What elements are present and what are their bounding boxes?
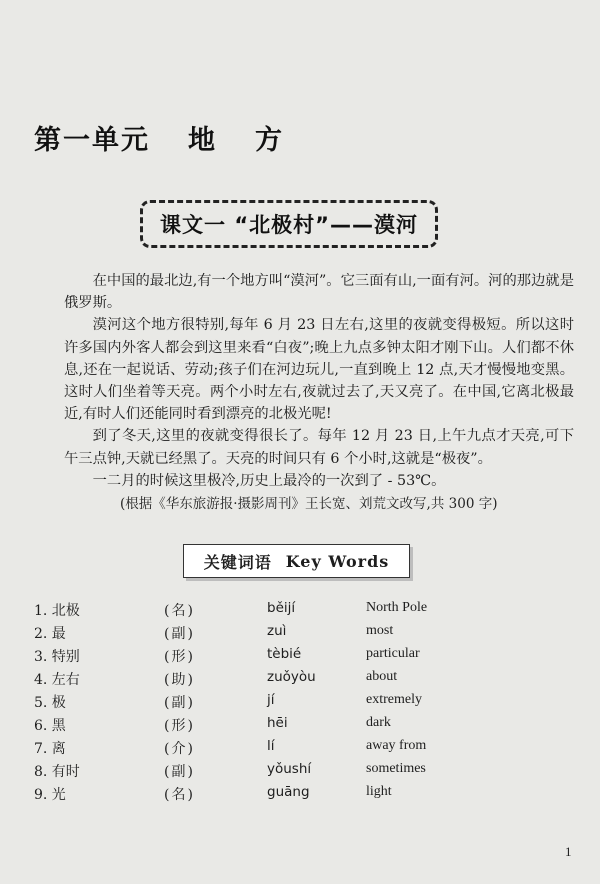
source-note: (根据《华东旅游报·摄影周刊》王长宽、刘荒文改写,共 300 字) (120, 496, 498, 512)
vocab-english: dark (366, 715, 391, 730)
vocab-word: 8. 有时 (34, 764, 80, 780)
vocab-pinyin: hēi (267, 715, 288, 731)
passage-paragraph-3: 到了冬天,这里的夜就变得很长了。每年 12 月 23 日,上午九点才天亮,可下午三点钟,天就已经黑了。天亮的时间只有 6 个小时,这就是“极夜”。 (64, 428, 574, 467)
vocab-english: extremely (366, 692, 422, 707)
vocab-word: 6. 黑 (34, 718, 66, 734)
vocab-word: 3. 特别 (34, 649, 80, 665)
vocab-pos: (副) (164, 626, 195, 642)
key-words-en: Key Words (285, 551, 390, 571)
key-words-header (183, 544, 410, 578)
vocab-word: 9. 光 (34, 787, 66, 803)
vocab-pos: (副) (164, 764, 195, 780)
vocab-pos: (名) (164, 787, 195, 803)
vocab-pos: (介) (164, 741, 195, 757)
unit-title (34, 118, 284, 157)
vocab-word: 1. 北极 (34, 603, 80, 619)
vocab-english: away from (366, 738, 427, 753)
vocab-row (34, 761, 594, 784)
lesson-passage (64, 270, 574, 492)
vocab-row (34, 784, 594, 807)
page-number: 1 (565, 844, 572, 859)
vocabulary-list (34, 600, 594, 807)
vocab-word: 4. 左右 (34, 672, 80, 688)
unit-title-part2: 地 (188, 125, 217, 156)
vocab-pinyin: běijí (267, 600, 296, 616)
vocab-pos: (形) (164, 649, 195, 665)
vocab-row (34, 623, 594, 646)
passage-paragraph-4: 一二月的时候这里极冷,历史上最冷的一次到了 - 53℃。 (92, 472, 446, 489)
vocab-pinyin: jí (267, 692, 275, 708)
vocab-row (34, 692, 594, 715)
passage-paragraph-1: 在中国的最北边,有一个地方叫“漠河”。它三面有山,一面有河。河的那边就是俄罗斯。 (64, 273, 574, 312)
unit-title-part1: 第一单元 (34, 125, 150, 156)
vocab-pos: (名) (164, 603, 195, 619)
vocab-word: 2. 最 (34, 626, 66, 642)
vocab-pinyin: lí (267, 738, 275, 754)
lesson-title: 课文一 “北极村”——漠河 (160, 213, 418, 237)
vocab-english: about (366, 669, 398, 684)
vocab-pos: (副) (164, 695, 195, 711)
vocab-english: most (366, 623, 394, 638)
vocab-pos: (形) (164, 718, 195, 734)
vocab-english: particular (366, 646, 420, 661)
vocab-pinyin: zuì (267, 623, 287, 639)
vocab-pinyin: guāng (267, 784, 310, 800)
vocab-row (34, 646, 594, 669)
vocab-english: light (366, 784, 392, 799)
vocab-row (34, 715, 594, 738)
vocab-pos: (助) (164, 672, 195, 688)
vocab-row (34, 669, 594, 692)
vocab-row (34, 738, 594, 761)
vocab-word: 7. 离 (34, 741, 66, 757)
vocab-english: sometimes (366, 761, 426, 776)
vocab-english: North Pole (366, 600, 428, 615)
vocab-pinyin: tèbié (267, 646, 302, 662)
vocab-pinyin: zuǒyòu (267, 669, 316, 685)
passage-paragraph-2: 漠河这个地方很特别,每年 6 月 23 日左右,这里的夜就变得极短。所以这时许多国内外客人都会到这里来看“白夜”;晚上九点多钟太阳才刚下山。人们都不休息,还在一起说话、劳动;孩子们在河边玩儿,一直到晚上 12 点,天才慢慢地变黑。这时人们坐着等天亮。两个小时左右,夜就过去了,天又亮了。在中国,它离北极最近,有时人们还能同时看到漂亮的北极光呢! (64, 317, 574, 423)
vocab-pinyin: yǒushí (267, 761, 312, 777)
vocab-word: 5. 极 (34, 695, 66, 711)
unit-title-part3: 方 (255, 125, 284, 156)
key-words-zh: 关键词语 (203, 552, 272, 572)
vocab-row (34, 600, 594, 623)
lesson-title-box (140, 200, 438, 248)
